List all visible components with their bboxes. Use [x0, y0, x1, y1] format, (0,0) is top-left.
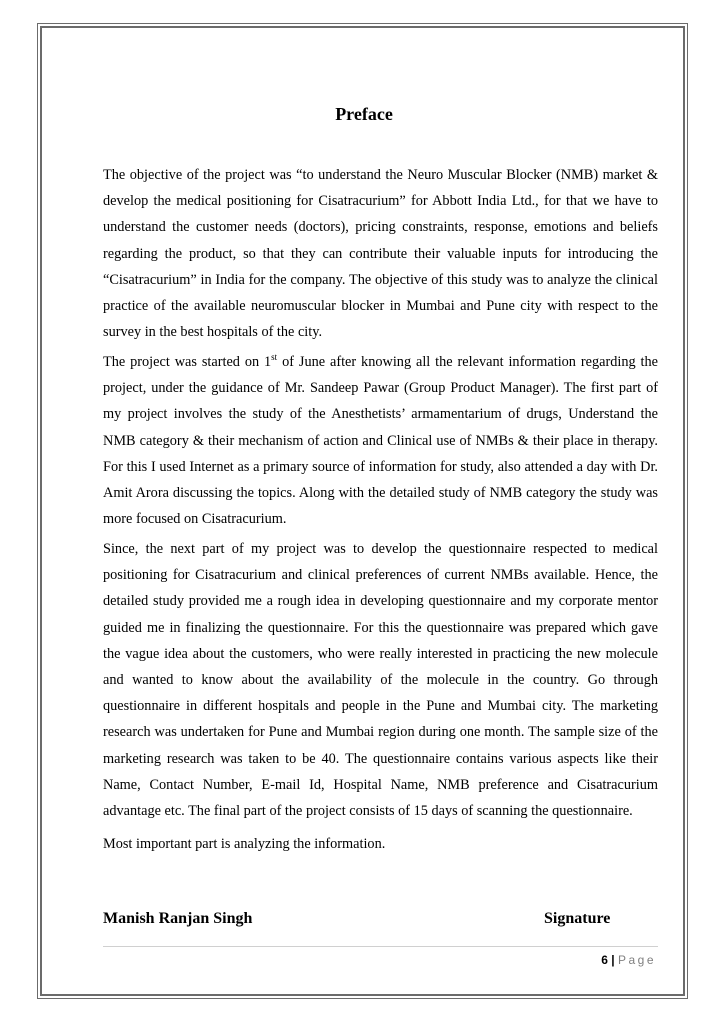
page-title: Preface: [335, 104, 393, 124]
paragraph-analysis: Most important part is analyzing the information.: [103, 836, 386, 852]
signature-label: Signature: [544, 910, 611, 927]
footer-divider: [103, 946, 658, 947]
ordinal-superscript: st: [271, 352, 278, 363]
paragraph-project-start-lead: The project was started on 1: [103, 354, 272, 370]
footer-separator: |: [611, 953, 615, 967]
paragraph-questionnaire: Since, the next part of my project was to develop the questionnaire respected to medical positioning for Cisatracurium and clinical preferences of current NMBs available. Hence, the detailed study provided me a rough idea in developing questionnaire and my corporate mentor guided me in finalizing the questionnaire. For this the questionnaire was prepared which gave the vague idea about the customers, who were really interested in practicing the new molecule and wanted to know about the availability of the molecule in the country. Go through questionnaire in different hospitals and people in the Pune and Mumbai city. The marketing research was undertaken for Pune and Mumbai region during one month. The sample size of the marketing research was taken to be 40. The questionnaire contains various aspects like their Name, Contact Number, E-mail Id, Hospital Name, NMB preference and Cisatracurium advantage etc. The final part of the project consists of 15 days of scanning the questionnaire.: [103, 541, 658, 820]
paragraph-objective: The objective of the project was “to understand the Neuro Muscular Blocker (NMB) market & develop the medical positioning for Cisatracurium” for Abbott India Ltd., for that we have to understand the customer needs (doctors), pricing constraints, response, emotions and beliefs regarding the product, so that they can contribute their valuable inputs for introducing the “Cisatracurium” in India for the company. The objective of this study was to analyze the clinical practice of the available neuromuscular blocker in Mumbai and Pune city with respect to the survey in the best hospitals of the city.: [103, 167, 658, 341]
paragraph-project-start: [103, 349, 658, 532]
page-footer: [601, 953, 656, 967]
paragraph-project-start-rest: of June after knowing all the relevant information regarding the project, under the guidance of Mr. Sandeep Pawar (Group Product Manager). The first part of my project involves the study of the Anesthetists’ armamentarium of drugs, Understand the NMB category & their mechanism of action and Clinical use of NMBs & their place in therapy. For this I used Internet as a primary source of information for study, also attended a day with Dr. Amit Arora discussing the topics. Along with the detailed study of NMB category the study was more focused on Cisatracurium.: [103, 354, 658, 528]
page-number: 6: [601, 953, 608, 967]
author-name: Manish Ranjan Singh: [103, 910, 253, 927]
page-word: Page: [617, 953, 656, 967]
